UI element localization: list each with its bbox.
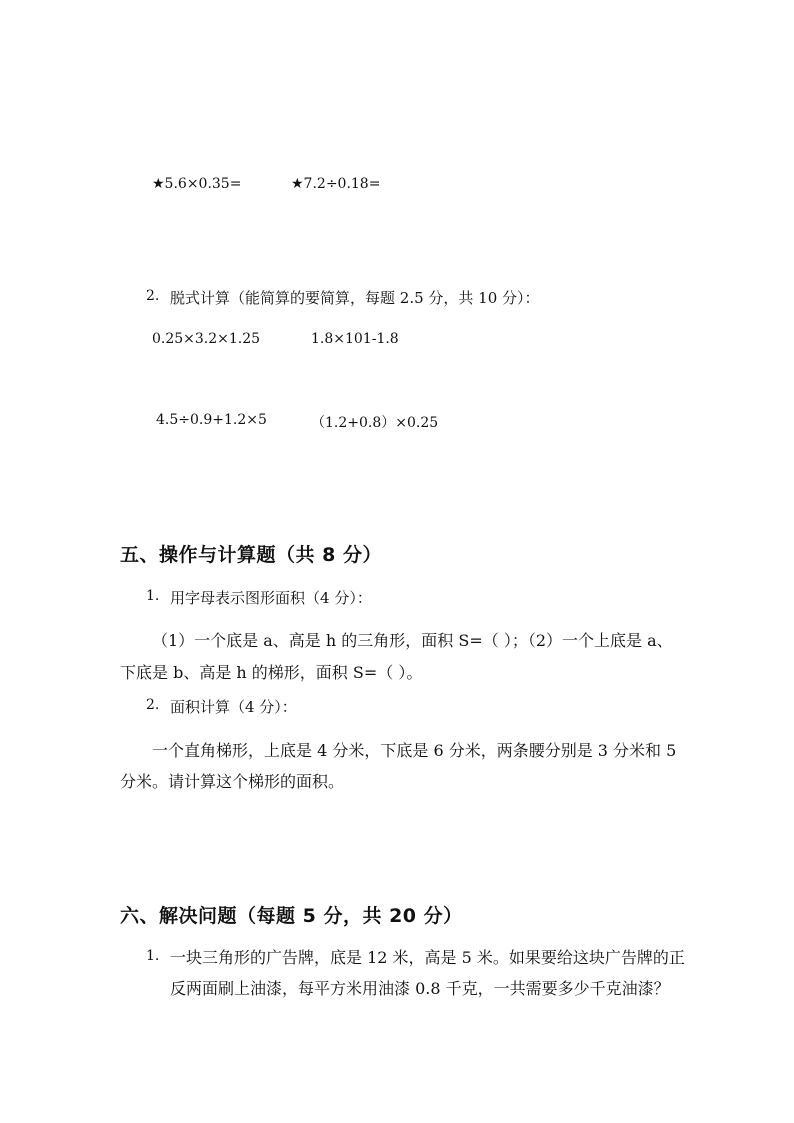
section-6-heading: 六、解决问题（每题 5 分，共 20 分） <box>120 905 463 927</box>
question-title: 用字母表示图形面积（4 分）： <box>170 589 372 607</box>
expression-3: 4.5÷0.9+1.2×5 <box>156 412 267 428</box>
question-number: 2. <box>146 697 160 713</box>
question-text-line: 一个直角梯形，上底是 4 分米，下底是 6 分米，两条腰分别是 3 分米和 5 <box>152 741 677 760</box>
question-number: 2. <box>146 288 160 304</box>
expression-4: （1.2+0.8）×0.25 <box>311 415 439 431</box>
expression-2: 1.8×101-1.8 <box>311 331 399 347</box>
star-expression-2: ★7.2÷0.18= <box>291 176 381 192</box>
star-expression-1: ★5.6×0.35= <box>152 176 242 192</box>
question-title: 面积计算（4 分）： <box>170 698 297 716</box>
question-number: 1. <box>146 948 160 964</box>
question-text-line: 下底是 b、高是 h 的梯形，面积 S=（ ）。 <box>120 663 423 682</box>
section-5-heading: 五、操作与计算题（共 8 分） <box>120 544 382 566</box>
question-text-line: （1）一个底是 a、高是 h 的三角形，面积 S=（ ）；（2）一个上底是 a、 <box>152 631 673 650</box>
question-text-line: 反两面刷上油漆，每平方米用油漆 0.8 千克，一共需要多少千克油漆？ <box>170 979 670 998</box>
question-text-line: 一块三角形的广告牌，底是 12 米，高是 5 米。如果要给这块广告牌的正 <box>170 948 685 967</box>
question-title: 脱式计算（能简算的要简算，每题 2.5 分，共 10 分）： <box>170 289 540 307</box>
question-number: 1. <box>146 588 160 604</box>
question-text-line: 分米。请计算这个梯形的面积。 <box>120 772 345 791</box>
expression-1: 0.25×3.2×1.25 <box>152 331 261 347</box>
